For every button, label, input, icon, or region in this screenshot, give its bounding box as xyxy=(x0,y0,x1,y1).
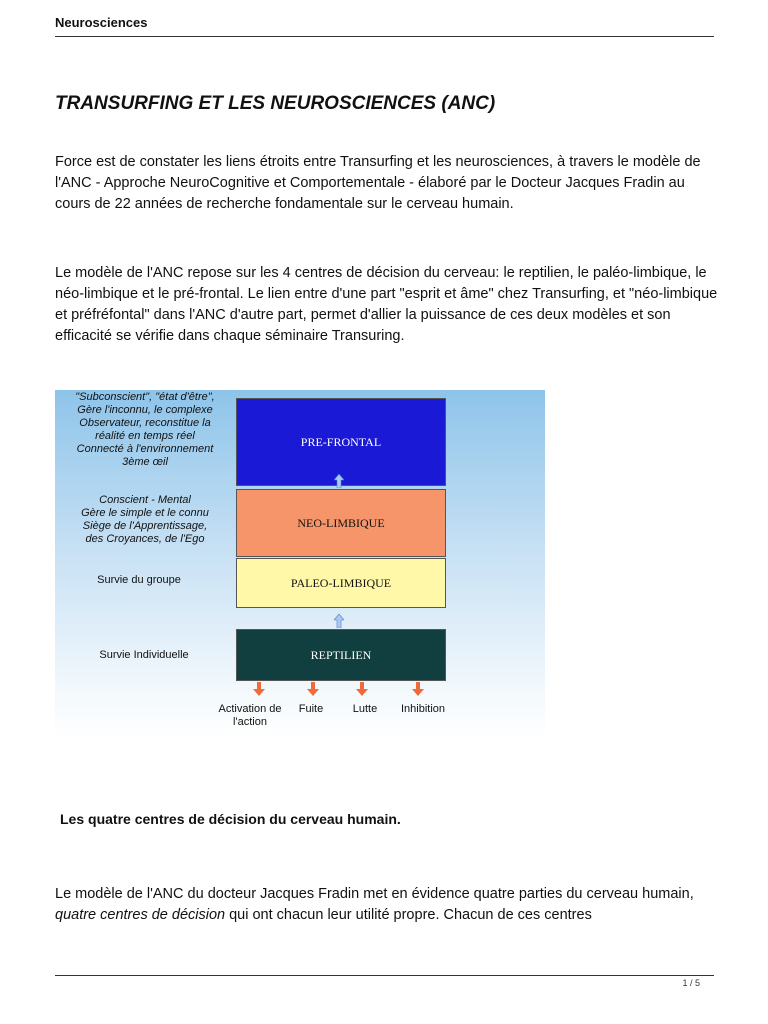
figure-caption: Les quatre centres de décision du cerveau humain. xyxy=(60,811,401,827)
paleolimbic-description: Survie du groupe xyxy=(97,574,181,586)
neolimbic-description: Conscient - Mental Gère le simple et le connu Siège de l'Apprentissage, des Croyances, de l'Ego xyxy=(81,494,209,545)
down-arrow-icon xyxy=(412,682,424,696)
intro-paragraph: Force est de constater les liens étroits entre Transurfing et les neurosciences, à travers le modèle de l'ANC - Approche NeuroCognitive et Comportementale - élaboré par le Docteur Jacques Fradin au cours de 22 années de recherche fondamentale sur le cerveau humain. xyxy=(55,154,701,212)
reptilian-block: REPTILIEN xyxy=(236,629,446,681)
footer-rule xyxy=(55,975,714,976)
anc-paragraph-start: Le modèle de l'ANC du docteur Jacques Fradin met en évidence quatre parties du cerveau humain, xyxy=(55,886,694,902)
down-arrow-icon xyxy=(307,682,319,696)
brain-centers-diagram xyxy=(55,390,545,740)
output-fuite: Fuite xyxy=(298,703,324,715)
up-arrow-icon xyxy=(334,474,344,488)
page-number: 1 / 5 xyxy=(682,978,700,988)
output-activation: Activation de l'action xyxy=(218,703,282,728)
reptilian-description: Survie Individuelle xyxy=(99,649,189,661)
prefrontal-block: PRE-FRONTAL xyxy=(236,398,446,486)
header-rule xyxy=(55,36,714,37)
header-title: Neurosciences xyxy=(55,15,148,30)
anc-paragraph-end: qui ont chacun leur utilité propre. Chacun de ces centres xyxy=(225,907,592,923)
anc-paragraph xyxy=(55,884,720,926)
anc-paragraph-emphasis: quatre centres de décision xyxy=(55,907,226,923)
down-arrow-icon xyxy=(356,682,368,696)
neolimbic-block: NEO-LIMBIQUE xyxy=(236,489,446,557)
down-arrow-icon xyxy=(253,682,265,696)
paleolimbic-block: PALEO-LIMBIQUE xyxy=(236,558,446,608)
document-title: TRANSURFING ET LES NEUROSCIENCES (ANC) xyxy=(55,93,496,114)
prefrontal-description: "Subconscient", "état d'être", Gère l'inconnu, le complexe Observateur, reconstitue la réalité en temps réel Connecté à l'environnement 3ème œil xyxy=(75,391,215,468)
model-paragraph: Le modèle de l'ANC repose sur les 4 centres de décision du cerveau: le reptilien, le paléo-limbique, le néo-limbique et le pré-frontal. Le lien entre d'une part "esprit et âme" chez Transurfing, et "néo-limbique et préfréfontal" dans l'ANC d'autre part, permet d'allier la puissance de ces deux modèles et son efficacité se vérifie dans chaque séminaire Transuring. xyxy=(55,265,718,344)
output-inhibition: Inhibition xyxy=(400,703,446,715)
up-arrow-icon xyxy=(334,614,344,628)
output-lutte: Lutte xyxy=(352,703,378,715)
